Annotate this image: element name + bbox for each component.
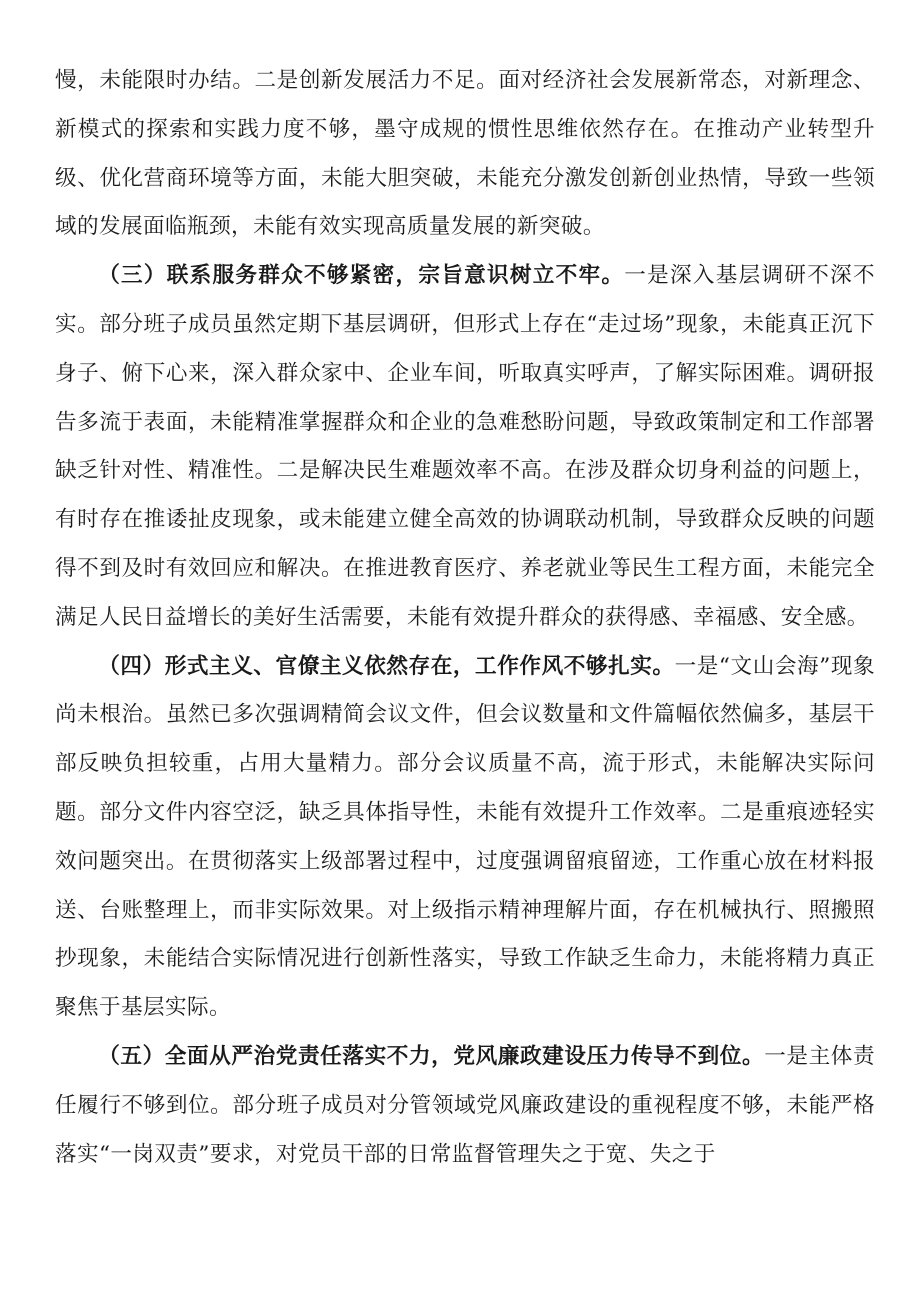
paragraph-section-3	[55, 252, 875, 642]
paragraph-section-4	[55, 643, 875, 1033]
paragraph-text: 一是“文山会海”现象尚未根治。虽然已多次强调精简会议文件，但会议数量和文件篇幅依然偏多，基层干部反映负担较重，占用大量精力。部分会议质量不高，流于形式，未能解决实际问题。部分文件内容空泛，缺乏具体指导性，未能有效提升工作效率。二是重痕迹轻实效问题突出。在贯彻落实上级部署过程中，过度强调留痕留迹，工作重心放在材料报送、台账整理上，而非实际效果。对上级指示精神理解片面，存在机械执行、照搬照抄现象，未能结合实际情况进行创新性落实，导致工作缺乏生命力，未能将精力真正聚焦于基层实际。	[55, 653, 875, 1021]
section-heading: （五）全面从严治党责任落实不力，党风廉政建设压力传导不到位。	[98, 1043, 765, 1069]
document-body	[55, 57, 875, 1179]
paragraph-text: 一是主体责任履行不够到位。部分班子成员对分管领域党风廉政建设的重视程度不够，未能严格落实“一岗双责”要求，对党员干部的日常监督管理失之于宽、失之于	[55, 1043, 875, 1167]
paragraph-continued	[55, 57, 875, 252]
paragraph-text: 慢，未能限时办结。二是创新发展活力不足。面对经济社会发展新常态，对新理念、新模式的探索和实践力度不够，墨守成规的惯性思维依然存在。在推动产业转型升级、优化营商环境等方面，未能大胆突破，未能充分激发创新创业热情，导致一些领域的发展面临瓶颈，未能有效实现高质量发展的新突破。	[55, 68, 875, 240]
section-heading: （三）联系服务群众不够紧密，宗旨意识树立不牢。	[98, 263, 625, 289]
paragraph-text: 一是深入基层调研不深不实。部分班子成员虽然定期下基层调研，但形式上存在“走过场”现象，未能真正沉下身子、俯下心来，深入群众家中、企业车间，听取真实呼声，了解实际困难。调研报告多流于表面，未能精准掌握群众和企业的急难愁盼问题，导致政策制定和工作部署缺乏针对性、精准性。二是解决民生难题效率不高。在涉及群众切身利益的问题上，有时存在推诿扯皮现象，或未能建立健全高效的协调联动机制，导致群众反映的问题得不到及时有效回应和解决。在推进教育医疗、养老就业等民生工程方面，未能完全满足人民日益增长的美好生活需要，未能有效提升群众的获得感、幸福感、安全感。	[55, 263, 876, 630]
section-heading: （四）形式主义、官僚主义依然存在，工作作风不够扎实。	[98, 653, 675, 679]
paragraph-section-5	[55, 1033, 875, 1179]
